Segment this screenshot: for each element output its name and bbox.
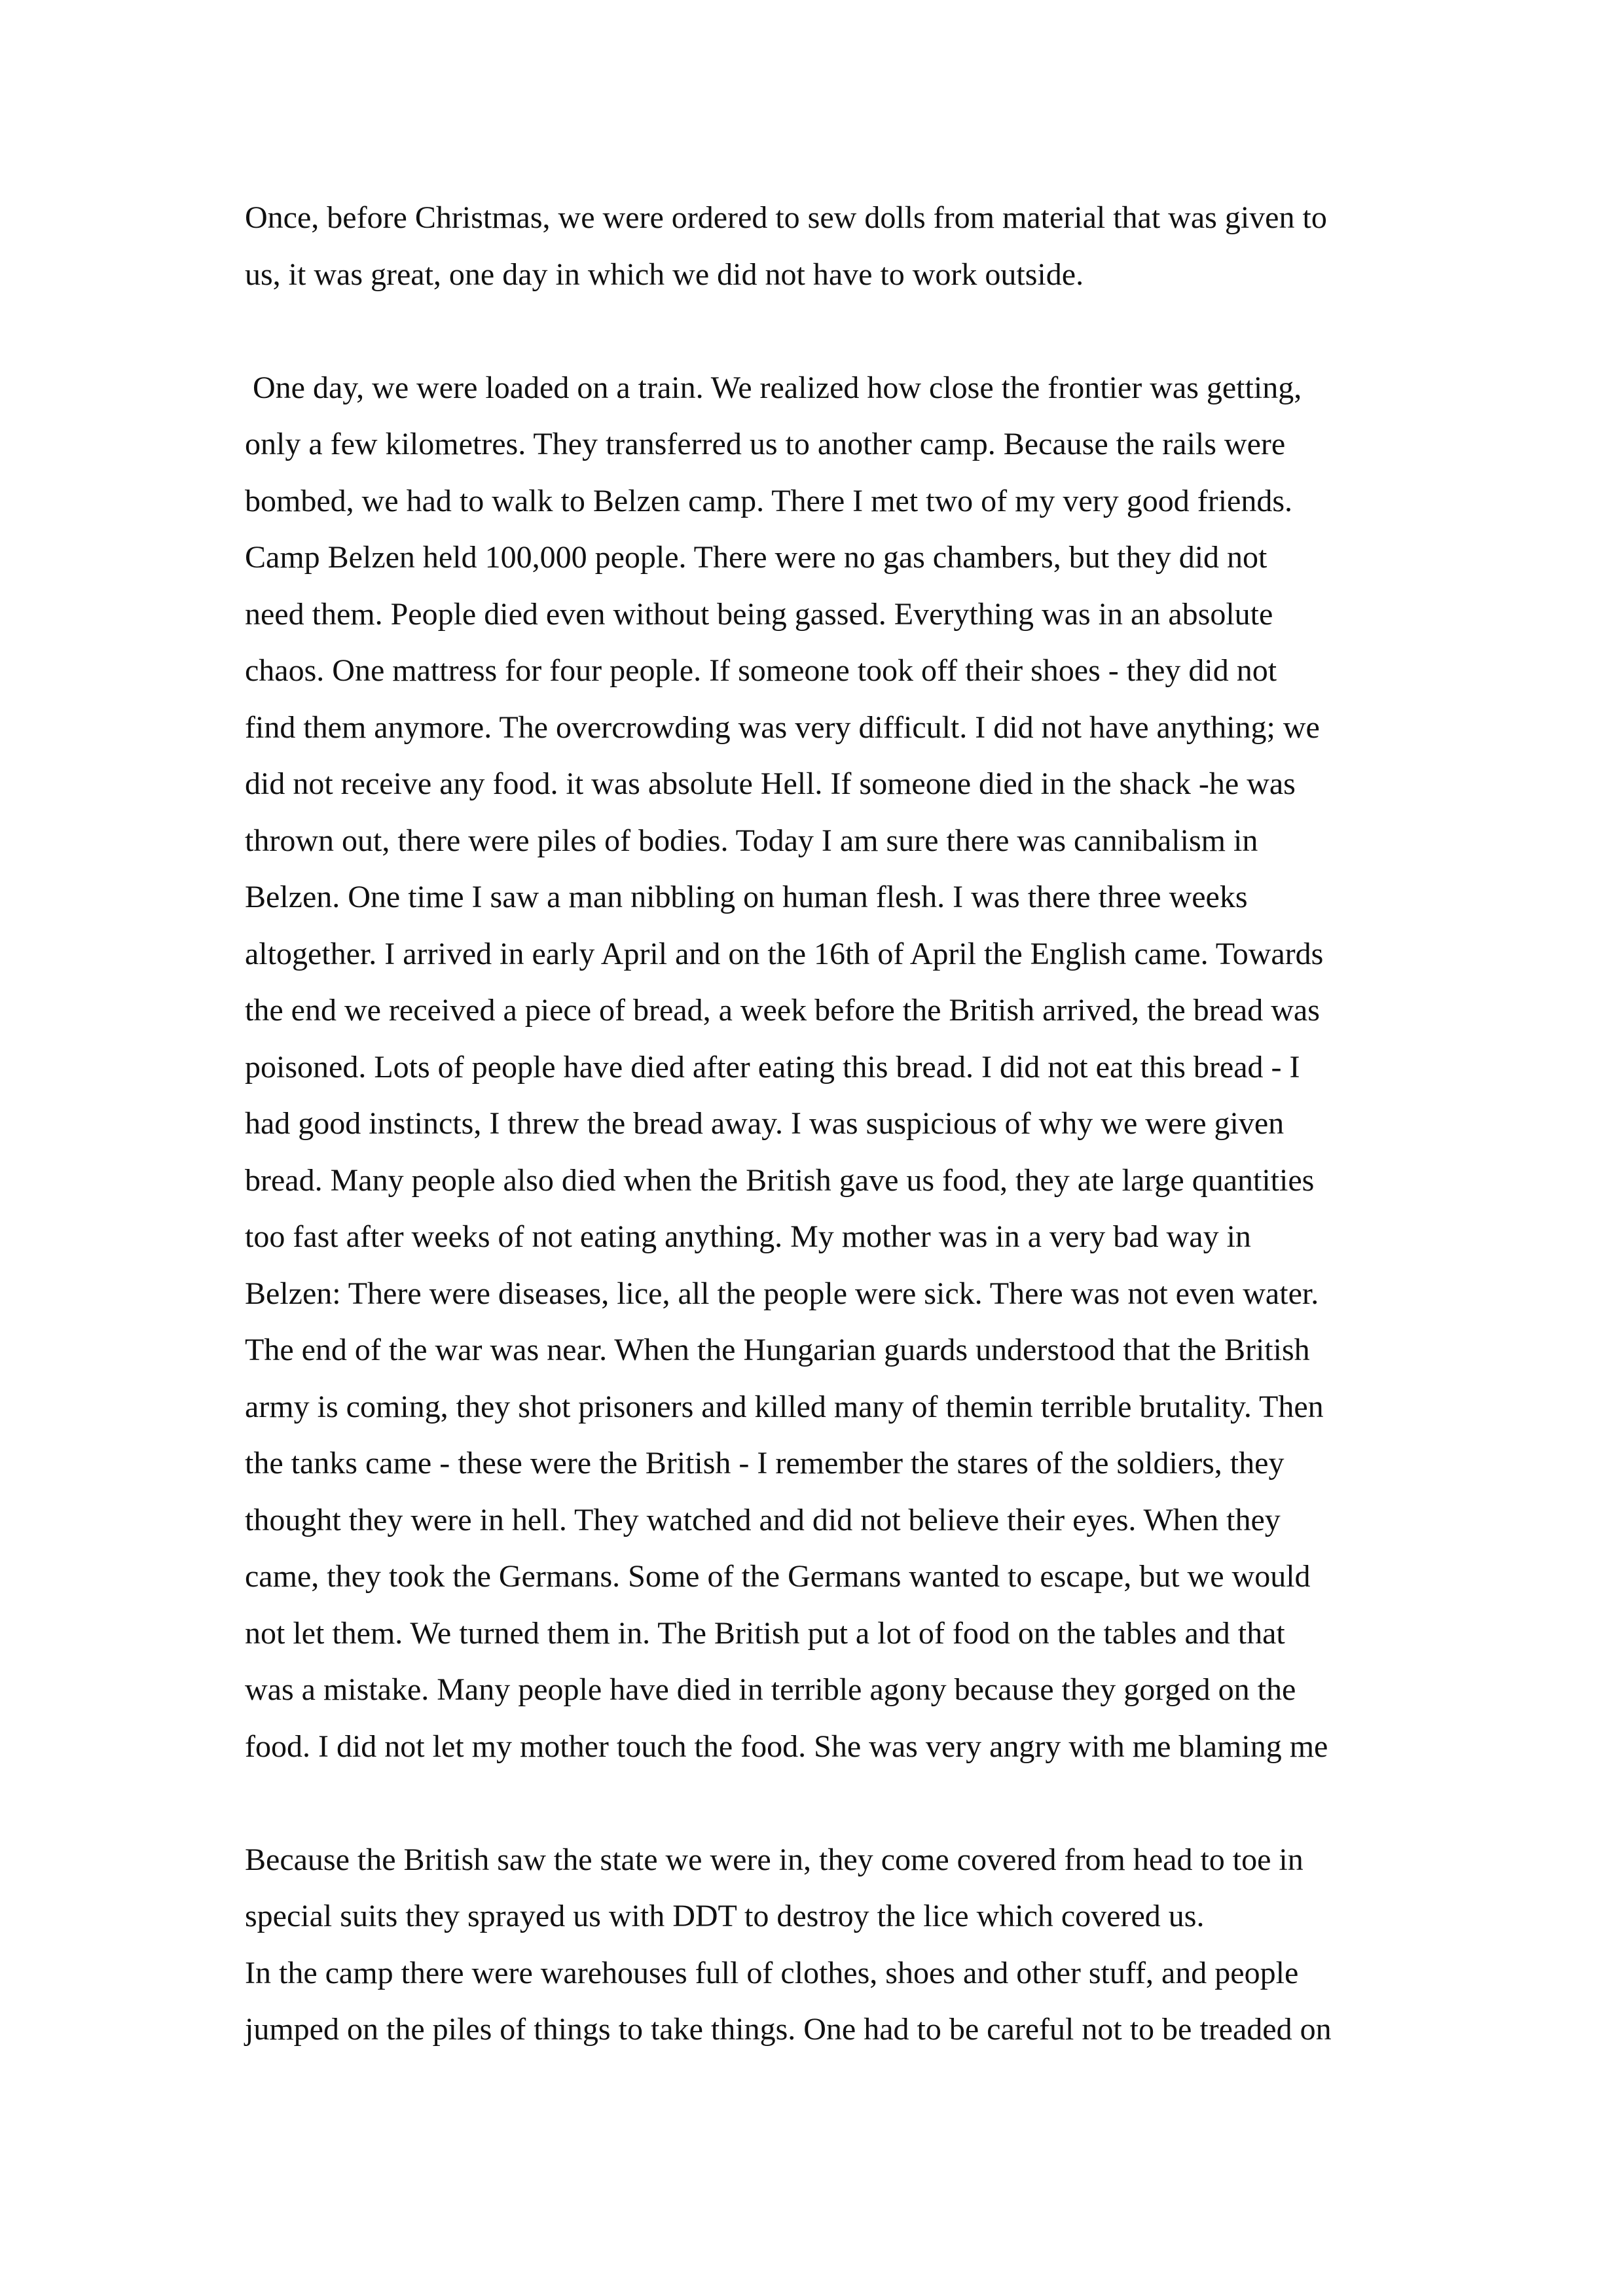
text-line: only a few kilometres. They transferred us to another camp. Because the rails were xyxy=(245,427,1286,461)
text-line: came, they took the Germans. Some of the Germans wanted to escape, but we would xyxy=(245,1559,1311,1594)
text-line: thought they were in hell. They watched and did not believe their eyes. When they xyxy=(245,1502,1281,1537)
text-line: jumped on the piles of things to take things. One had to be careful not to be treaded on xyxy=(245,2012,1332,2047)
text-line: chaos. One mattress for four people. If someone took off their shoes - they did not xyxy=(245,653,1277,688)
text-line: Once, before Christmas, we were ordered to sew dolls from material that was given to xyxy=(245,200,1327,235)
text-line: bread. Many people also died when the British gave us food, they ate large quantities xyxy=(245,1162,1315,1198)
text-line: need them. People died even without being gassed. Everything was in an absolute xyxy=(245,596,1273,632)
paragraph xyxy=(245,190,1397,303)
text-line: In the camp there were warehouses full of clothes, shoes and other stuff, and people xyxy=(245,1955,1299,1990)
text-line: Belzen: There were diseases, lice, all the people were sick. There was not even water. xyxy=(245,1276,1319,1311)
text-line: altogether. I arrived in early April and on the 16th of April the English came. Towards xyxy=(245,936,1324,971)
text-line: the end we received a piece of bread, a week before the British arrived, the bread was xyxy=(245,993,1320,1028)
text-line: bombed, we had to walk to Belzen camp. There I met two of my very good friends. xyxy=(245,483,1293,518)
text-line: Because the British saw the state we were in, they come covered from head to toe in xyxy=(245,1842,1304,1877)
text-line: not let them. We turned them in. The British put a lot of food on the tables and that xyxy=(245,1615,1285,1651)
text-line: was a mistake. Many people have died in terrible agony because they gorged on the xyxy=(245,1672,1296,1707)
paragraph xyxy=(245,1832,1397,2058)
document-body xyxy=(245,190,1397,2058)
text-line: the tanks came - these were the British - I remember the stares of the soldiers, they xyxy=(245,1446,1285,1480)
text-line: thrown out, there were piles of bodies. Today I am sure there was cannibalism in xyxy=(245,823,1258,858)
text-line: Camp Belzen held 100,000 people. There were no gas chambers, but they did not xyxy=(245,540,1267,575)
text-line: food. I did not let my mother touch the food. She was very angry with me blaming me xyxy=(245,1729,1328,1764)
text-line: Belzen. One time I saw a man nibbling on human flesh. I was there three weeks xyxy=(245,880,1248,914)
paragraph-spacer xyxy=(245,1775,1397,1832)
paragraph-spacer xyxy=(245,303,1397,360)
paragraph xyxy=(245,360,1397,1776)
text-line: The end of the war was near. When the Hungarian guards understood that the British xyxy=(245,1333,1310,1367)
text-line: special suits they sprayed us with DDT to destroy the lice which covered us. xyxy=(245,1899,1205,1933)
text-line: poisoned. Lots of people have died after eating this bread. I did not eat this bread - I xyxy=(245,1049,1300,1085)
text-line: too fast after weeks of not eating anything. My mother was in a very bad way in xyxy=(245,1219,1251,1254)
text-line: One day, we were loaded on a train. We realized how close the frontier was getting, xyxy=(245,370,1302,405)
text-line: did not receive any food. it was absolute Hell. If someone died in the shack -he was xyxy=(245,766,1296,801)
text-line: find them anymore. The overcrowding was very difficult. I did not have anything; we xyxy=(245,709,1320,745)
text-line: had good instincts, I threw the bread away. I was suspicious of why we were given xyxy=(245,1106,1285,1141)
text-line: army is coming, they shot prisoners and killed many of themin terrible brutality. Then xyxy=(245,1389,1324,1424)
text-line: us, it was great, one day in which we did not have to work outside. xyxy=(245,257,1084,292)
